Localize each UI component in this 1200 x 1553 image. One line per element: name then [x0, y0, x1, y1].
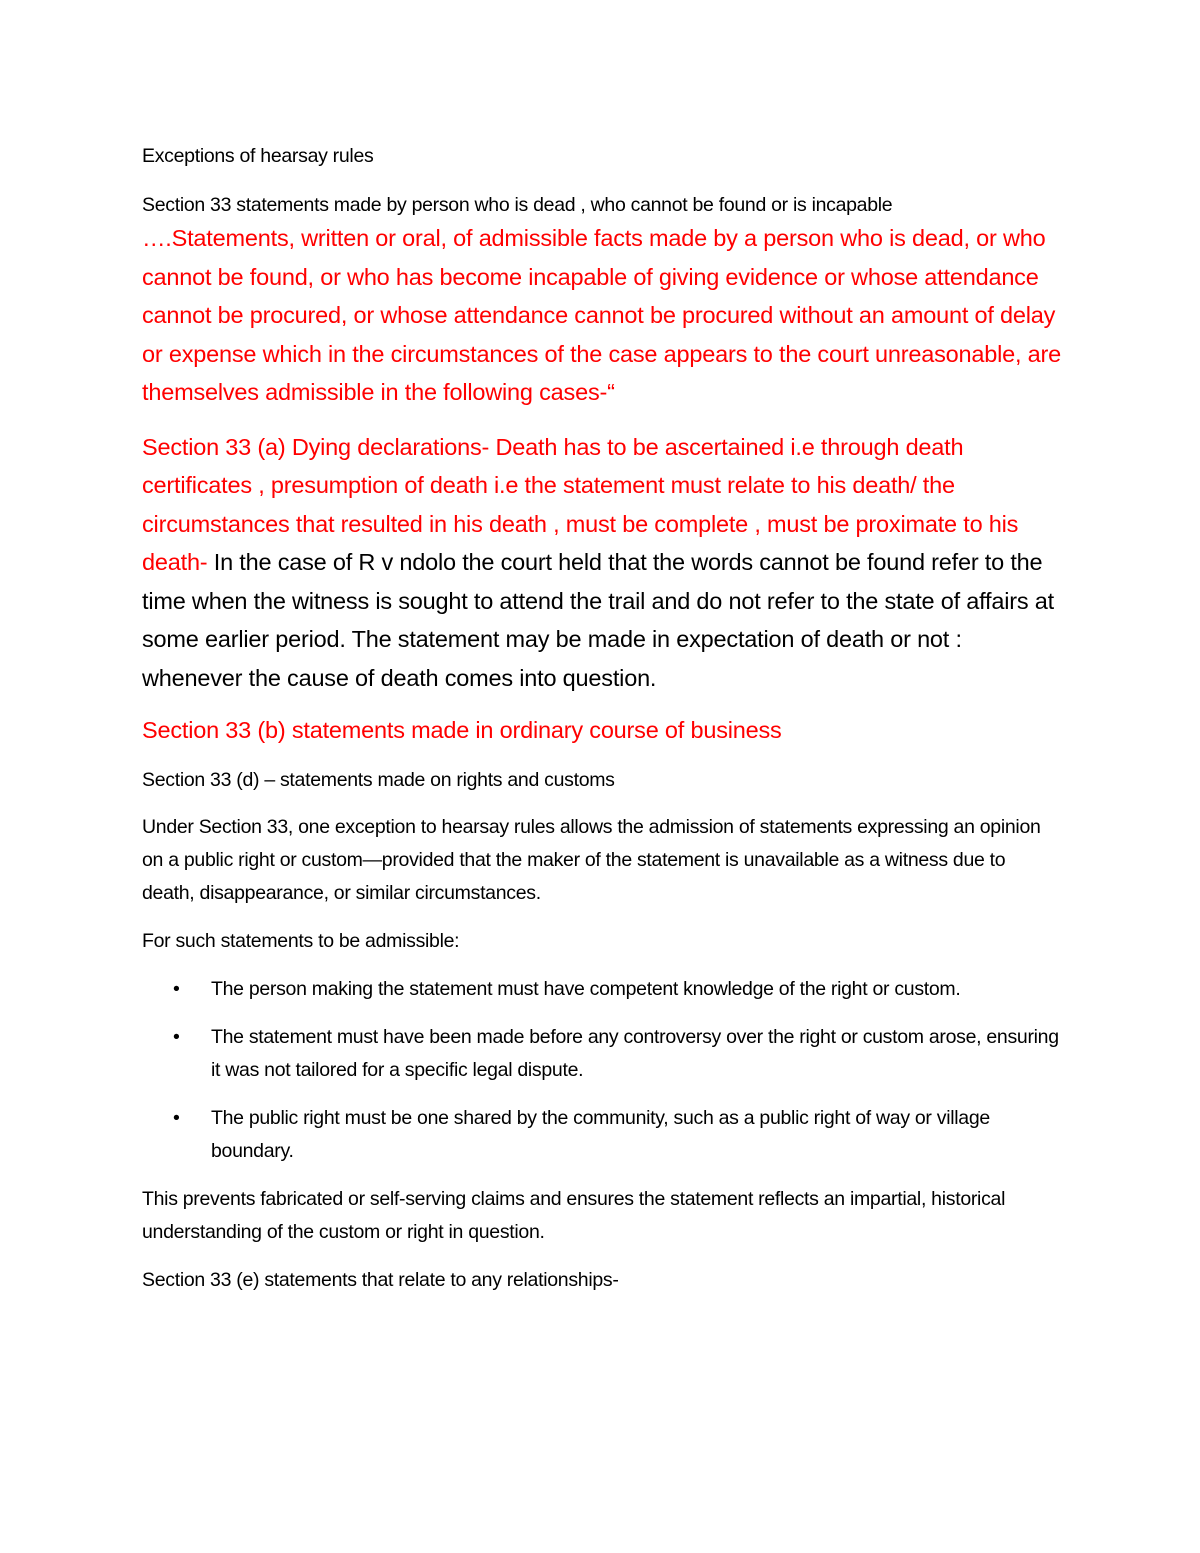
section-33-quote: ….Statements, written or oral, of admissible facts made by a person who is dead, or who cannot be found, or who has become incapable of giving evidence or whose attendance cannot be procured, or whose attendance cannot be procured without an amount of delay or expense which in the circumstances of the case appears to the court unreasonable, are themselves admissible in the following cases-“	[142, 225, 1062, 405]
section-33d-intro: Under Section 33, one exception to hearsay rules allows the admission of statements expressing an opinion on a public right or custom—provided that the maker of the statement is unavailable as a witness due to death, disappearance, or similar circumstances.	[142, 815, 1041, 904]
conclusion-paragraph: This prevents fabricated or self-serving claims and ensures the statement reflects an impartial, historical understanding of the custom or right in question.	[142, 1187, 1006, 1243]
section-33a-paragraph	[142, 428, 1062, 698]
bullet-icon: •	[173, 1106, 180, 1129]
list-item	[142, 1102, 1062, 1168]
condition-knowledge: The person making the statement must have competent knowledge of the right or custom.	[211, 977, 961, 1000]
condition-shared-right: The public right must be one shared by the community, such as a public right of way or village boundary.	[211, 1106, 990, 1162]
admissibility-lead: For such statements to be admissible:	[142, 929, 460, 952]
document-title: Exceptions of hearsay rules	[142, 145, 374, 167]
list-item	[142, 973, 1062, 1006]
bullet-icon: •	[173, 1025, 180, 1048]
section-33-heading: Section 33 statements made by person who is dead , who cannot be found or is incapable	[142, 194, 893, 216]
section-33a-dying-declarations: Section 33 (a) Dying declarations- Death has to be ascertained i.e through death certificates , presumption of death i.e the statement must relate to his death/ the circumstances that resulted in his death , must be complete , must be proximate to his death-	[142, 433, 1019, 575]
bullet-icon: •	[173, 977, 180, 1000]
section-33b-heading: Section 33 (b) statements made in ordinary course of business	[142, 717, 782, 743]
section-33e-heading: Section 33 (e) statements that relate to any relationships-	[142, 1268, 619, 1291]
section-33a-r-v-ndolo: In the case of R v ndolo the court held that the words cannot be found refer to the time when the witness is sought to attend the trail and do not refer to the state of affairs at some earlier period. The statement may be made in expectation of death or not : whenever the cause of death comes into question.	[142, 549, 1054, 691]
document-page	[142, 140, 1062, 1297]
admissibility-conditions	[142, 973, 1062, 1168]
section-33d-heading: Section 33 (d) – statements made on rights and customs	[142, 768, 615, 791]
list-item	[142, 1021, 1062, 1087]
condition-before-controversy: The statement must have been made before any controversy over the right or custom arose, ensuring it was not tailored for a specific legal dispute.	[211, 1025, 1059, 1081]
